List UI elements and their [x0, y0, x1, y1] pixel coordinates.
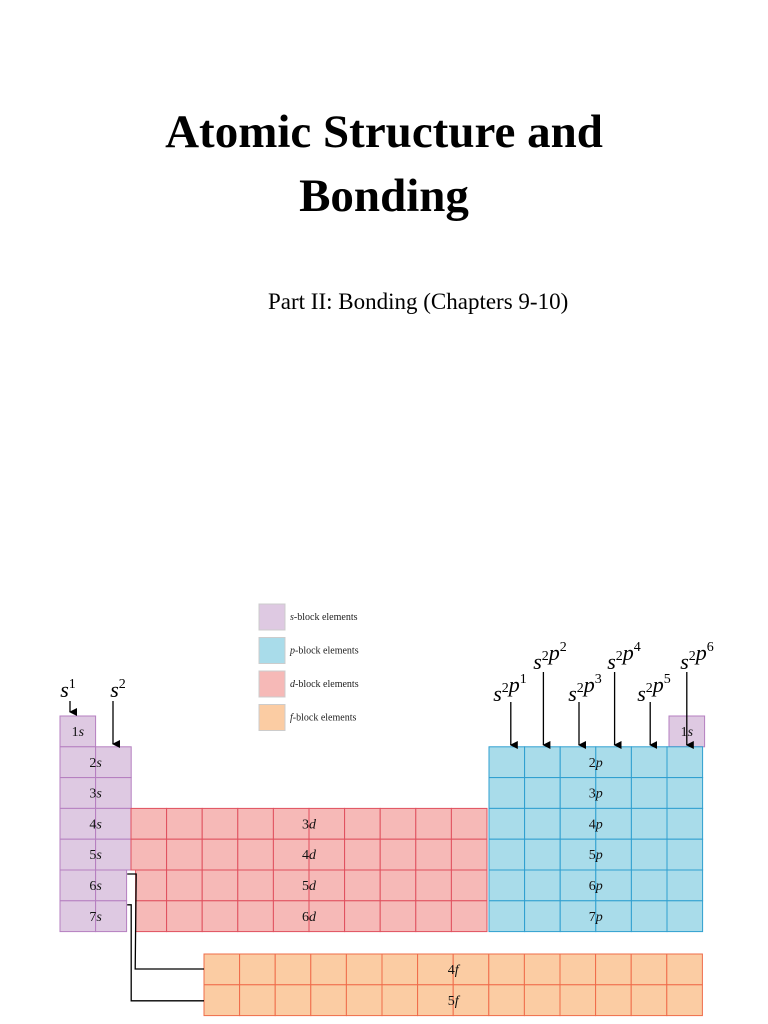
legend-swatch-s — [259, 604, 285, 630]
title-line-2: Bonding — [299, 170, 469, 222]
cell-p-2-5 — [631, 747, 667, 778]
cell-f-2-11 — [560, 985, 596, 1016]
label-s-7: 7s — [89, 909, 102, 925]
cell-d-6-2 — [167, 870, 203, 901]
config-s2p6: $s^2p^6$ — [680, 640, 714, 674]
cell-f-1-3 — [275, 954, 311, 985]
cell-d-7-10 — [451, 901, 487, 932]
cell-d-4-3 — [202, 808, 238, 839]
cell-f-2-13 — [631, 985, 667, 1016]
cell-f-1-1 — [204, 954, 240, 985]
cell-p-2-2 — [525, 747, 561, 778]
cell-p-7-1 — [489, 901, 525, 932]
title-line-1: Atomic Structure and — [165, 106, 603, 158]
cell-d-5-10 — [451, 839, 487, 870]
cell-p-4-1 — [489, 808, 525, 839]
legend-swatch-p — [259, 638, 285, 664]
cell-f-2-9 — [489, 985, 525, 1016]
cell-f-2-6 — [382, 985, 418, 1016]
cell-d-7-2 — [167, 901, 203, 932]
legend-label-p: p-block elements — [290, 645, 359, 657]
slide-title — [0, 100, 768, 228]
legend-swatch-f — [259, 705, 285, 731]
label-p-2: 2p — [588, 755, 603, 771]
label-p-7: 7p — [588, 909, 603, 925]
cell-d-5-8 — [380, 839, 416, 870]
config-arrows — [60, 640, 714, 745]
cell-f-2-12 — [596, 985, 632, 1016]
cell-p-3-2 — [525, 778, 561, 809]
cell-f-1-6 — [382, 954, 418, 985]
config-s2p3: $s^2p^3$ — [568, 672, 602, 706]
cell-f-2-4 — [311, 985, 347, 1016]
cell-d-4-7 — [345, 808, 381, 839]
label-d-5: 4d — [302, 848, 316, 864]
cell-f-2-3 — [275, 985, 311, 1016]
cell-d-5-1 — [131, 839, 167, 870]
cell-f-1-12 — [596, 954, 632, 985]
cell-d-6-1 — [136, 870, 167, 901]
cell-d-4-1 — [131, 808, 167, 839]
cell-f-2-2 — [240, 985, 276, 1016]
label-p-5: 5p — [588, 848, 603, 864]
config-s2p2: $s^2p^2$ — [533, 640, 567, 674]
legend-label-d: d-block elements — [290, 679, 359, 690]
cell-f-2-10 — [524, 985, 560, 1016]
cell-f-1-11 — [560, 954, 596, 985]
label-p-6: 6p — [588, 879, 603, 894]
label-s-6: 6s — [89, 879, 102, 894]
cell-f-1-4 — [311, 954, 347, 985]
cell-d-7-4 — [238, 901, 274, 932]
slide-subtitle: Part II: Bonding (Chapters 9-10) — [268, 289, 569, 314]
cell-p-6-1 — [489, 870, 525, 901]
cell-d-5-9 — [416, 839, 452, 870]
cell-d-4-4 — [238, 808, 274, 839]
label-s-1: 1s — [71, 725, 85, 740]
cell-p-3-1 — [489, 778, 525, 809]
cell-d-6-9 — [416, 870, 452, 901]
cell-p-3-6 — [667, 778, 703, 809]
cell-f-1-9 — [489, 954, 525, 985]
cell-f-1-14 — [667, 954, 703, 985]
table-cells — [60, 716, 705, 1016]
label-d-6: 5d — [302, 879, 316, 894]
config-s1: $s^1$ — [60, 677, 76, 702]
label-s-5: 5s — [89, 848, 102, 864]
legend-swatch-d — [259, 671, 285, 697]
cell-d-5-2 — [167, 839, 203, 870]
cell-d-4-2 — [167, 808, 203, 839]
cell-d-7-9 — [416, 901, 452, 932]
label-p-4: 4p — [588, 817, 603, 833]
cell-p-4-5 — [631, 808, 667, 839]
label-f-5: 5f — [447, 993, 459, 1009]
cell-p-4-2 — [525, 808, 561, 839]
config-s2p1: $s^2p^1$ — [493, 672, 527, 706]
cell-p-5-6 — [667, 839, 703, 870]
block-legend — [259, 604, 359, 731]
cell-d-4-8 — [380, 808, 416, 839]
cell-p-4-6 — [667, 808, 703, 839]
cell-p-2-6 — [667, 747, 703, 778]
label-s-2: 2s — [89, 755, 102, 771]
periodic-table-blocks — [0, 590, 768, 1024]
label-s-4: 4s — [89, 817, 102, 833]
cell-d-4-9 — [416, 808, 452, 839]
label-p-3: 3p — [588, 786, 603, 802]
cell-d-5-7 — [345, 839, 381, 870]
cell-d-6-4 — [238, 870, 274, 901]
legend-label-s: s-block elements — [290, 612, 358, 623]
cell-p-6-6 — [667, 870, 703, 901]
cell-p-5-5 — [631, 839, 667, 870]
cell-d-7-1 — [136, 901, 167, 932]
cell-d-6-10 — [451, 870, 487, 901]
cell-d-5-4 — [238, 839, 274, 870]
cell-d-7-7 — [345, 901, 381, 932]
label-he-1s: 1s — [680, 725, 694, 740]
cell-d-5-3 — [202, 839, 238, 870]
cell-d-4-10 — [451, 808, 487, 839]
cell-f-1-5 — [346, 954, 382, 985]
cell-p-7-2 — [525, 901, 561, 932]
legend-label-f: f-block elements — [290, 712, 357, 724]
cell-p-3-5 — [631, 778, 667, 809]
config-s2: $s^2$ — [110, 677, 126, 702]
cell-f-1-10 — [524, 954, 560, 985]
cell-f-2-5 — [346, 985, 382, 1016]
label-d-4: 3d — [302, 817, 316, 833]
cell-d-6-7 — [345, 870, 381, 901]
cell-p-5-2 — [525, 839, 561, 870]
cell-p-2-1 — [489, 747, 525, 778]
cell-d-6-8 — [380, 870, 416, 901]
cell-f-2-1 — [204, 985, 240, 1016]
label-d-7: 6d — [302, 909, 316, 925]
cell-d-6-3 — [202, 870, 238, 901]
config-s2p5: $s^2p^5$ — [637, 672, 671, 706]
cell-d-7-8 — [380, 901, 416, 932]
cell-p-6-5 — [631, 870, 667, 901]
cell-f-2-14 — [667, 985, 703, 1016]
cell-p-7-6 — [667, 901, 703, 932]
cell-f-1-13 — [631, 954, 667, 985]
cell-f-1-2 — [240, 954, 276, 985]
label-f-4: 4f — [447, 963, 459, 978]
config-s2p4: $s^2p^4$ — [607, 640, 641, 674]
cell-p-7-5 — [631, 901, 667, 932]
cell-p-5-1 — [489, 839, 525, 870]
cell-p-6-2 — [525, 870, 561, 901]
label-s-3: 3s — [89, 786, 102, 802]
cell-d-7-3 — [202, 901, 238, 932]
